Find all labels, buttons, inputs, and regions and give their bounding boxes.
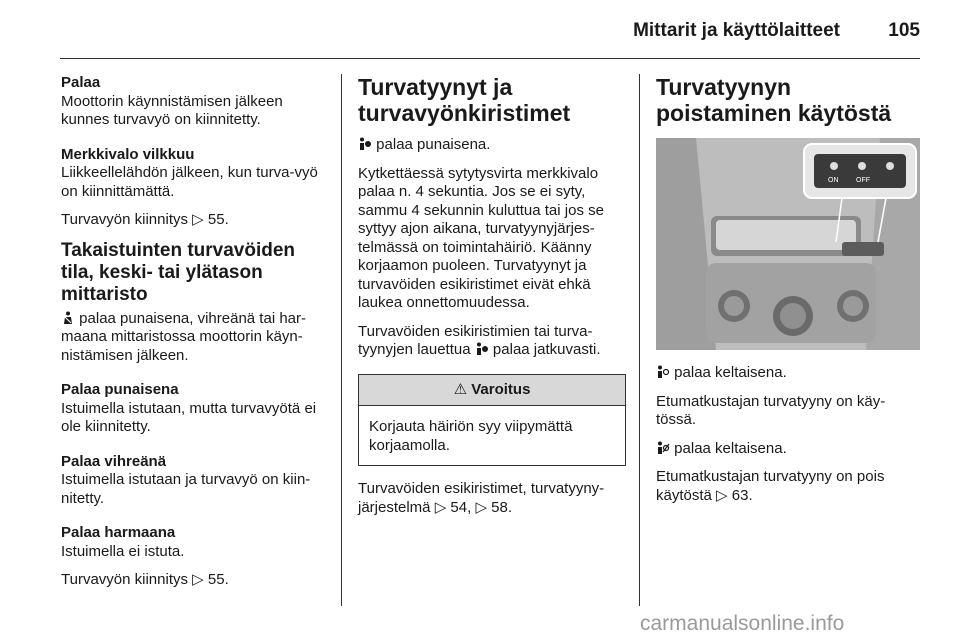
header-rule (60, 58, 920, 59)
airbag-icon (358, 137, 372, 151)
airbag-icon (475, 342, 489, 356)
column-3 (656, 74, 920, 515)
paragraph (61, 571, 331, 590)
paragraph (61, 524, 331, 561)
watermark: carmanualsonline.info (640, 612, 845, 635)
body-text: Turvavyön kiinnitys (61, 211, 188, 228)
page-title: Mittarit ja käyttölaitteet (633, 20, 840, 41)
body-text: Istuimella istutaan ja turvavyö on kiin-nitetty. (61, 471, 311, 507)
paragraph (358, 165, 626, 313)
body-text: palaa keltaisena. (674, 364, 787, 381)
subheading: Merkkivalo vilkkuu (61, 145, 195, 163)
rear-seatbelt-icon (61, 311, 75, 325)
airbag-on-icon (656, 365, 670, 379)
paragraph (656, 468, 920, 505)
page-ref-icon[interactable]: ▷ (475, 498, 487, 516)
section-heading: Turvatyynyn poistaminen käytöstä (656, 74, 892, 126)
paragraph (61, 146, 331, 202)
section-heading: Turvatyynyt ja turvavyönkiristimet (358, 74, 571, 126)
dashboard-illustration (656, 138, 920, 350)
airbag-off-icon (656, 441, 670, 455)
paragraph (656, 364, 920, 383)
body-text: palaa keltaisena. (674, 439, 787, 457)
page-ref-icon[interactable]: ▷ (192, 571, 204, 588)
warning-icon: ⚠ (453, 380, 468, 398)
body-text: Istuimella ei istuta. (61, 542, 185, 560)
column-divider (639, 74, 640, 606)
page-number: 105 (888, 20, 920, 41)
column-1 (61, 74, 331, 600)
warning-box (358, 374, 626, 467)
switch-label-off: OFF (856, 177, 870, 184)
page-ref-icon[interactable]: ▷ (434, 498, 447, 516)
paragraph (656, 440, 920, 459)
dashboard-photo (656, 138, 920, 350)
subheading: Palaa harmaana (61, 524, 176, 541)
body-text: Etumatkustajan turvatyyny on käy-tössä. (656, 392, 886, 428)
subheading: Palaa (61, 74, 101, 91)
body-text: Turvavyön kiinnitys (61, 571, 188, 588)
body-text: Istuimella istutaan, mutta turvavyötä ei ole kiinnitetty. (61, 399, 317, 435)
paragraph (358, 323, 626, 360)
paragraph (358, 480, 626, 517)
paragraph (61, 381, 331, 437)
column-divider (341, 74, 342, 606)
body-text: Turvavöiden esikiristimien tai turva-tyynyjen lauettua (358, 322, 593, 358)
page-ref-link[interactable]: 55. (207, 211, 229, 228)
warning-header (359, 375, 625, 407)
warning-title: Varoitus (471, 380, 531, 398)
subheading: Palaa vihreänä (61, 452, 167, 470)
page-ref-link[interactable]: 54, (450, 498, 472, 516)
body-text: Kytkettäessä sytytysvirta merkkivalo palaa n. 4 sekuntia. Jos se ei syty, sammu 4 sekunnin kuluttua tai jos se syttyy ajon aikana, turvatyynyjärjes-telmässä on toimintahäiriö. Käänny korjaamon puoleen. Turvatyynyt ja turvavöiden esikiristimet eivät ehkä laukea onnettomuudessa. (358, 164, 604, 311)
paragraph (61, 74, 331, 130)
body-text: palaa punaisena. (376, 136, 491, 153)
page-ref-link[interactable]: 63. (731, 486, 753, 504)
paragraph (61, 453, 331, 509)
page-ref-link[interactable]: 58. (491, 498, 513, 516)
section-heading: Takaistuinten turvavöiden tila, keski- tai ylätason mittaristo (61, 239, 296, 305)
column-2 (358, 74, 626, 527)
paragraph (61, 310, 331, 366)
body-text: Liikkeellelähdön jälkeen, kun turva-vyö on kiinnittämättä. (61, 164, 318, 200)
page-header (60, 16, 920, 50)
paragraph (656, 393, 920, 430)
paragraph (61, 211, 331, 230)
page-ref-icon[interactable]: ▷ (192, 211, 204, 228)
body-text: Moottorin käynnistämisen jälkeen kunnes turvavyö on kiinnitetty. (61, 92, 283, 128)
switch-label-on: ON (828, 177, 839, 184)
paragraph (358, 136, 626, 155)
body-text: Etumatkustajan turvatyyny on pois käytöstä (656, 468, 885, 504)
body-text: Turvavöiden esikiristimet, turvatyyny-järjestelmä (358, 480, 605, 516)
subheading: Palaa punaisena (61, 381, 179, 398)
body-text: palaa jatkuvasti. (492, 341, 601, 358)
body-text: palaa punaisena, vihreänä tai har-maana mittaristossa moottorin käyn-nistämisen jälkeen. (61, 309, 306, 364)
warning-body: Korjauta häiriön syy viipymättä korjaamolla. (369, 418, 573, 454)
page-ref-link[interactable]: 55. (207, 571, 229, 588)
page-ref-icon[interactable]: ▷ (716, 486, 728, 504)
